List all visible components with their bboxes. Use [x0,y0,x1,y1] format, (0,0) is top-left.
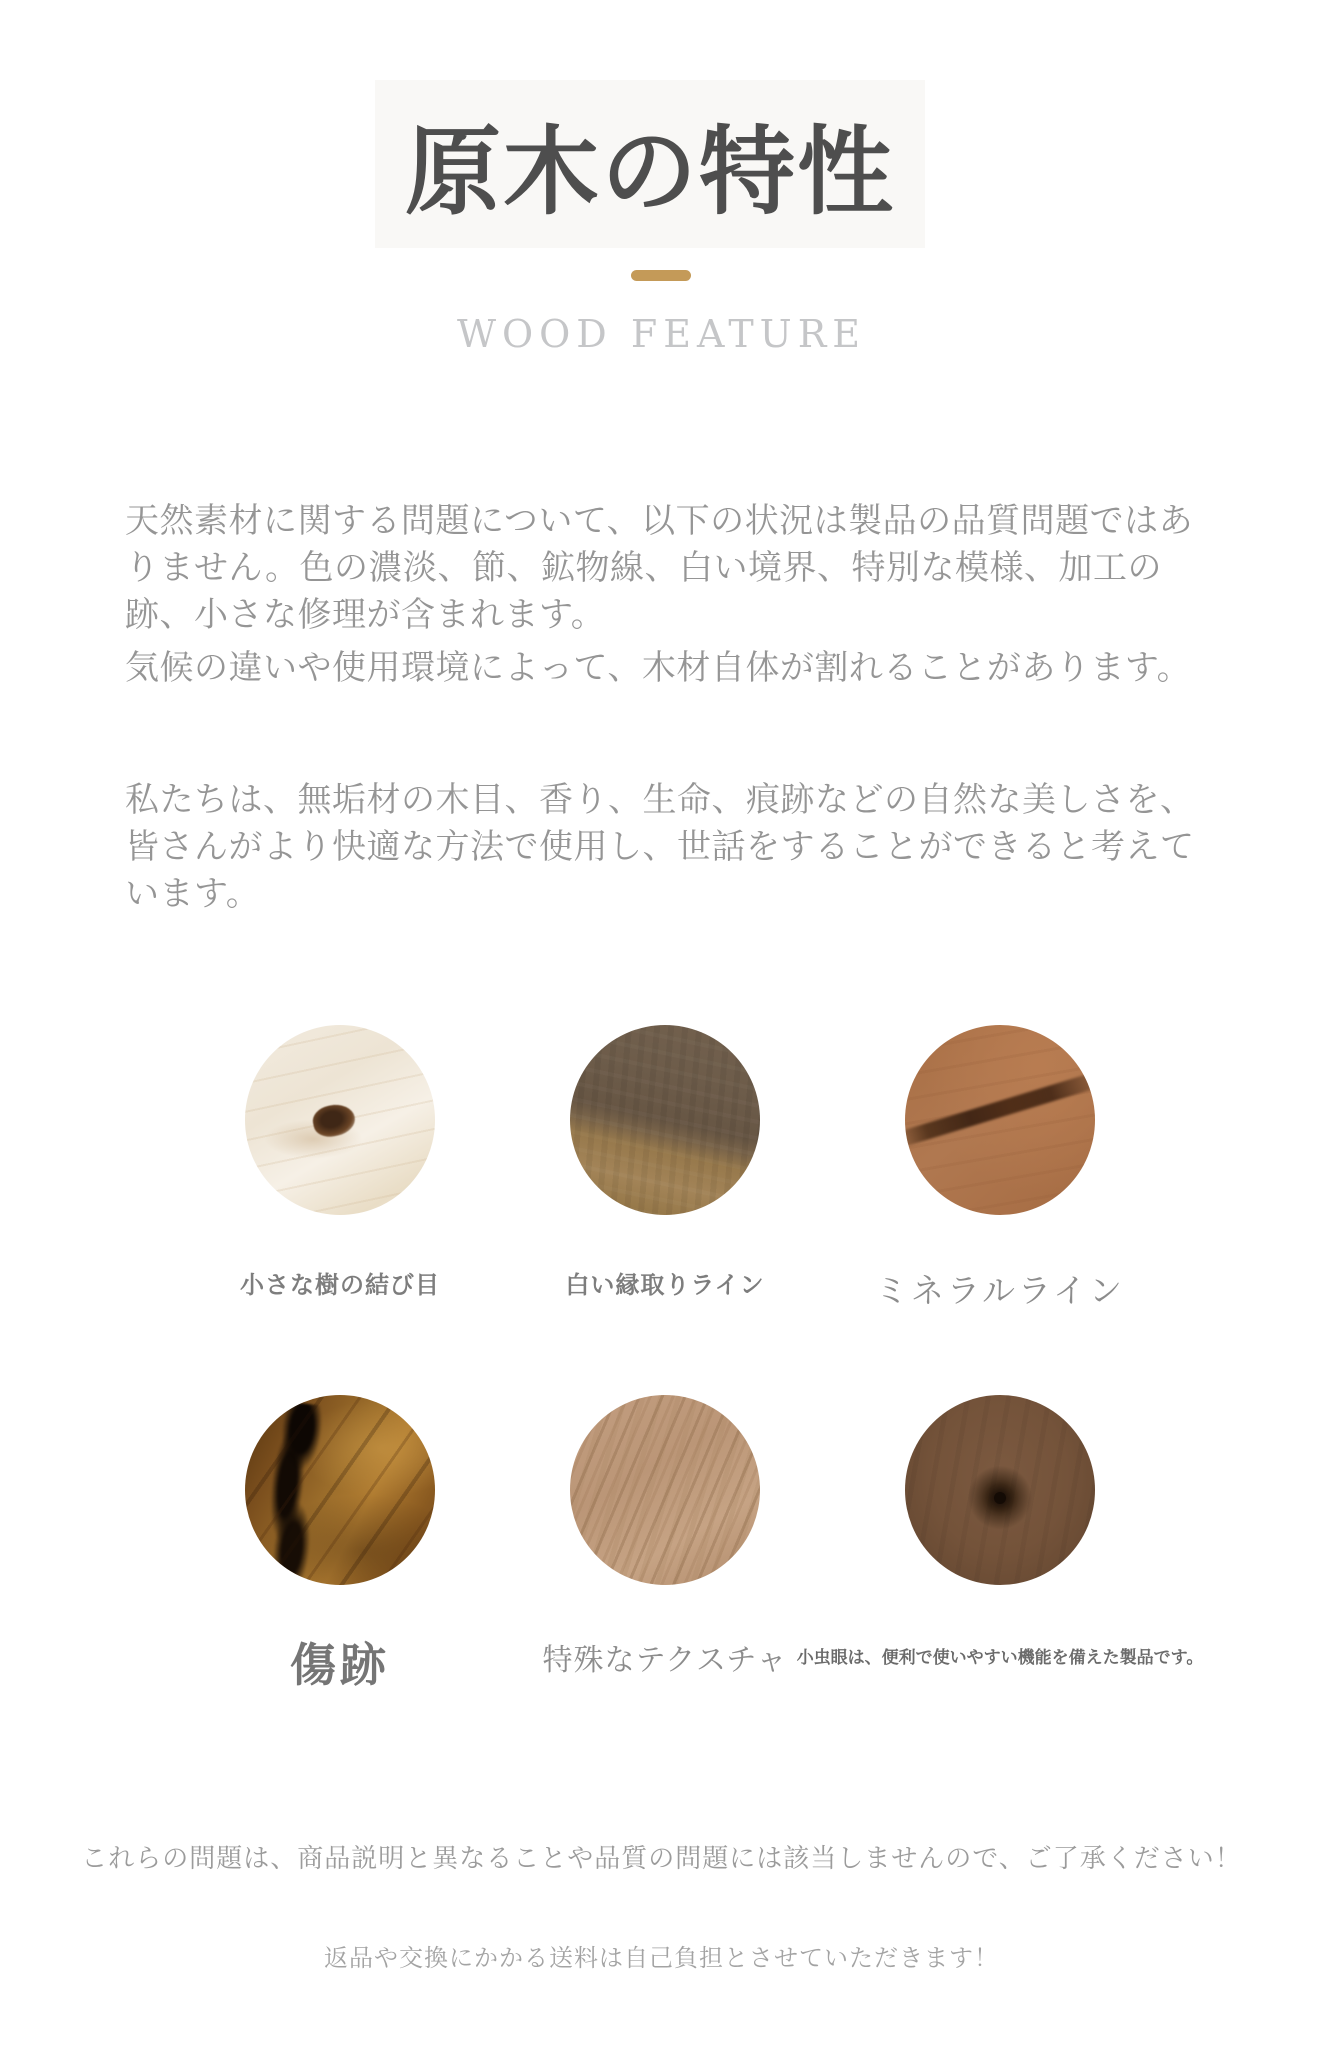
paragraph-climate-notice: 気候の違いや使用環境によって、木材自体が割れることがあります。 [125,648,1192,688]
gold-divider [631,270,691,281]
page-subtitle: WOOD FEATURE [456,312,867,356]
pinhole-photo [905,1395,1095,1585]
scar-photo [245,1395,435,1585]
page-title: 原木の特性 [405,115,895,228]
paragraph-beauty-statement: 私たちは、無垢材の木目、香り、生命、痕跡などの自然な美しさを、皆さんがより快適な方法で使用し、世話をすることができると考えています。 [125,780,1195,914]
feature-caption-knot: 小さな樹の結び目 [240,1271,440,1299]
feature-caption-pinhole: 小虫眼は、便利で使いやすい機能を備えた製品です。 [796,1648,1204,1668]
feature-caption-white-edge: 白い縁取りライン [565,1271,765,1299]
special-texture-photo [570,1395,760,1585]
mineral-line-photo [905,1025,1095,1215]
title-section [375,80,925,248]
feature-tile-knot [172,1025,508,1300]
paragraph-quality-notice: 天然素材に関する問題について、以下の状況は製品の品質問題ではありません。色の濃淡、節、鉱物線、白い境界、特別な模様、加工の跡、小さな修理が含まれます。 [125,501,1194,635]
white-edge-line-photo [570,1025,760,1215]
wood-knot-photo [245,1025,435,1215]
feature-caption-special-texture: 特殊なテクスチャ [542,1643,788,1678]
footer-shipping-note: 返品や交換にかかる送料は自己負担とさせていただきます！ [324,1944,999,1972]
footer-disclaimer: これらの問題は、商品説明と異なることや品質の問題には該当しませんので、ご了承ください！ [81,1844,1242,1874]
feature-tile-scar [172,1395,508,1695]
feature-tile-mineral-line [832,1025,1168,1312]
feature-caption-scar: 傷跡 [290,1638,390,1692]
feature-tile-pinhole [796,1395,1204,1668]
feature-tile-special-texture [497,1395,833,1679]
feature-tile-white-edge [497,1025,833,1300]
feature-caption-mineral-line: ミネラルライン [874,1271,1126,1310]
